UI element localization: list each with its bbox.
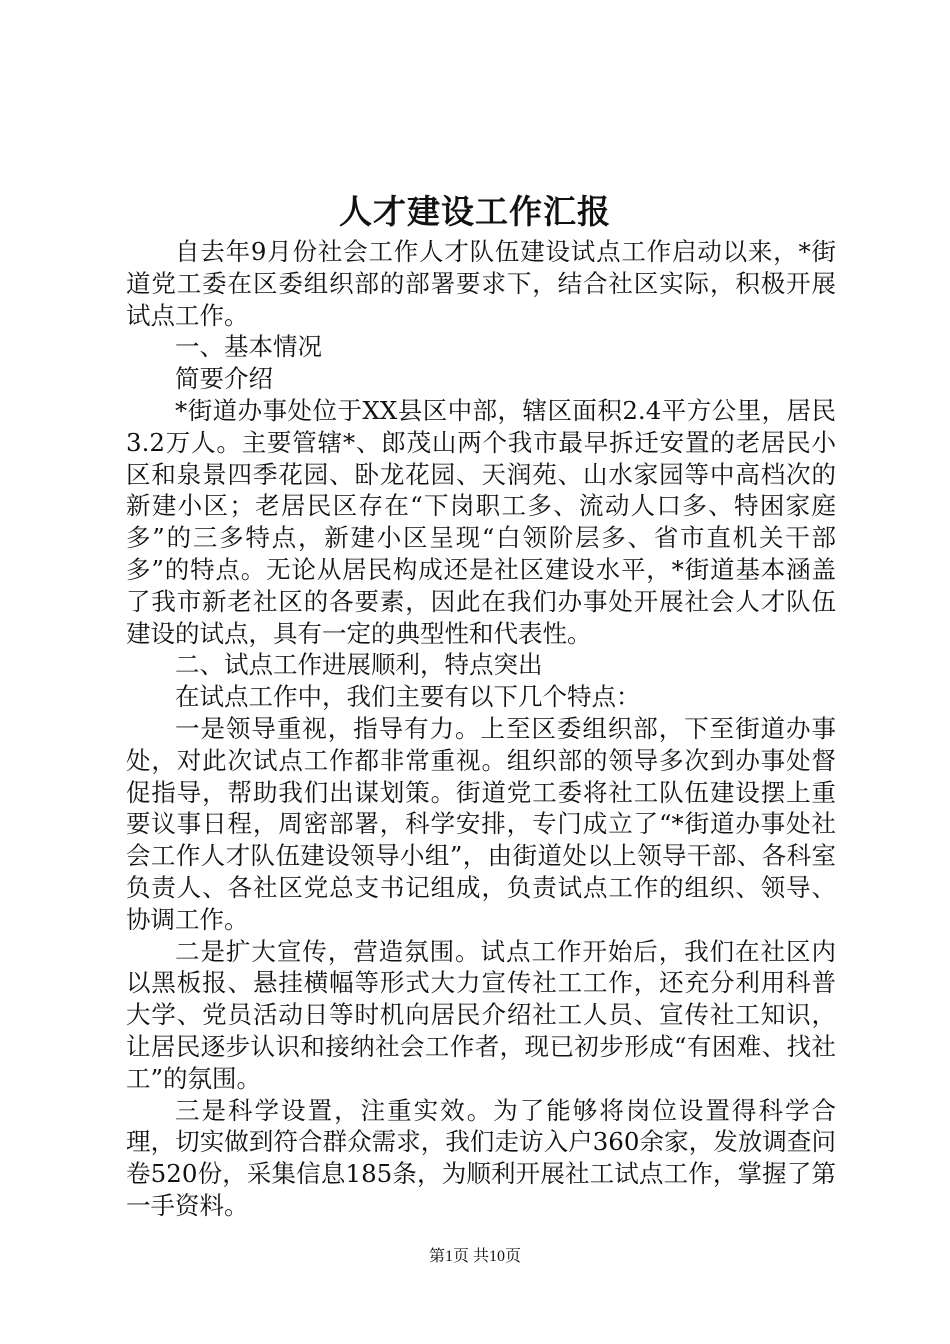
section-heading-basic-situation: 一、基本情况 (175, 332, 322, 362)
document-body (126, 236, 836, 1222)
document-title: 人才建设工作汇报 (339, 192, 611, 231)
street-overview-paragraph: *街道办事处位于XX县区中部，辖区面积2.4平方公里，居民3.2万人。主要管辖*、郎茂山两个我市最早拆迁安置的老居民小区和泉景四季花园、卧龙花园、天润苑、山水家园等中高档次的新建小区；老居民区存在“下岗职工多、流动人口多、特困家庭多”的三多特点，新建小区呈现“白领阶层多、省市直机关干部多”的特点。无论从居民构成还是社区建设水平，*街道基本涵盖了我市新老社区的各要素，因此在我们办事处开展社会人才队伍建设的试点，具有一定的典型性和代表性。 (126, 395, 836, 648)
section-heading-pilot-progress: 二、试点工作进展顺利，特点突出 (175, 650, 543, 680)
feature-leadership-paragraph: 一是领导重视，指导有力。上至区委组织部，下至街道办事处，对此次试点工作都非常重视。组织部的领导多次到办事处督促指导，帮助我们出谋划策。街道党工委将社工队伍建设摆上重要议事日程，周密部署，科学安排，专门成立了“*街道办事处社会工作人才队伍建设领导小组”，由街道处以上领导干部、各科室负责人、各社区党总支书记组成，负责试点工作的组织、领导、协调工作。 (126, 713, 836, 934)
subheading-brief-introduction: 简要介绍 (175, 364, 273, 394)
intro-paragraph: 自去年9月份社会工作人才队伍建设试点工作启动以来，*街道党工委在区委组织部的部署要求下，结合社区实际，积极开展试点工作。 (126, 237, 836, 330)
features-intro-paragraph: 在试点工作中，我们主要有以下几个特点： (175, 682, 641, 712)
feature-publicity-paragraph: 二是扩大宣传，营造氛围。试点工作开始后，我们在社区内以黑板报、悬挂横幅等形式大力宣传社工工作，还充分利用科普大学、党员活动日等时机向居民介绍社工人员、宣传社工知识，让居民逐步认识和接纳社会工作者，现已初步形成“有困难、找社工”的氛围。 (126, 936, 836, 1093)
feature-scientific-setup-paragraph: 三是科学设置，注重实效。为了能够将岗位设置得科学合理，切实做到符合群众需求，我们走访入户360余家，发放调查问卷520份，采集信息185条，为顺利开展社工试点工作，掌握了第一手资料。 (126, 1095, 836, 1220)
page-number-footer: 第1页 共10页 (428, 1248, 521, 1265)
